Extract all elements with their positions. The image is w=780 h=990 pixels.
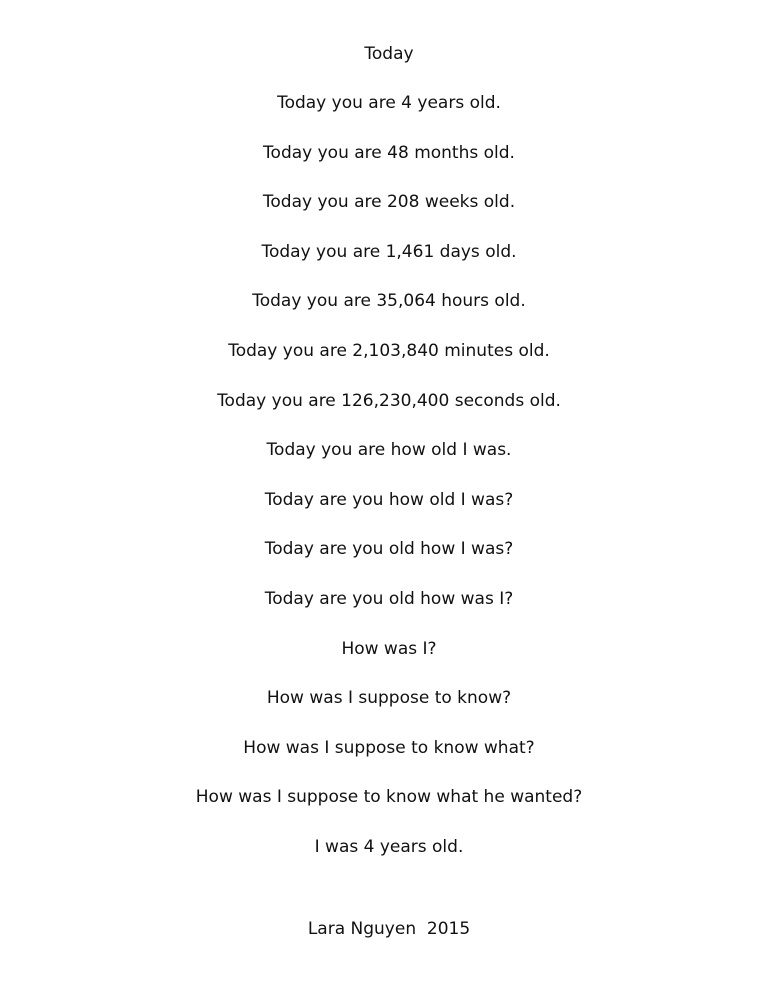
poem-line-8: Today you are how old I was.: [266, 440, 512, 460]
poem-line-13: How was I suppose to know?: [266, 688, 512, 708]
poem-line-9: Today are you how old I was?: [264, 490, 514, 510]
poem-line-2: Today you are 48 months old.: [263, 143, 515, 163]
poem-line-6: Today you are 2,103,840 minutes old.: [228, 341, 550, 361]
poem-line-1: Today you are 4 years old.: [277, 93, 501, 113]
poem-line-16: I was 4 years old.: [314, 837, 464, 857]
poem-title: Today: [364, 44, 414, 64]
poem-line-12: How was I?: [341, 639, 437, 659]
poem-line-15: How was I suppose to know what he wanted?: [195, 787, 583, 807]
poem-line-14: How was I suppose to know what?: [243, 738, 535, 758]
poem-line-4: Today you are 1,461 days old.: [261, 242, 517, 262]
poem-line-5: Today you are 35,064 hours old.: [252, 291, 526, 311]
poem-line-3: Today you are 208 weeks old.: [262, 192, 516, 212]
poem-signature: Lara Nguyen 2015: [307, 919, 471, 939]
poem-line-10: Today are you old how I was?: [264, 539, 514, 559]
poem-line-11: Today are you old how was I?: [264, 589, 514, 609]
poem-line-7: Today you are 126,230,400 seconds old.: [217, 391, 561, 411]
